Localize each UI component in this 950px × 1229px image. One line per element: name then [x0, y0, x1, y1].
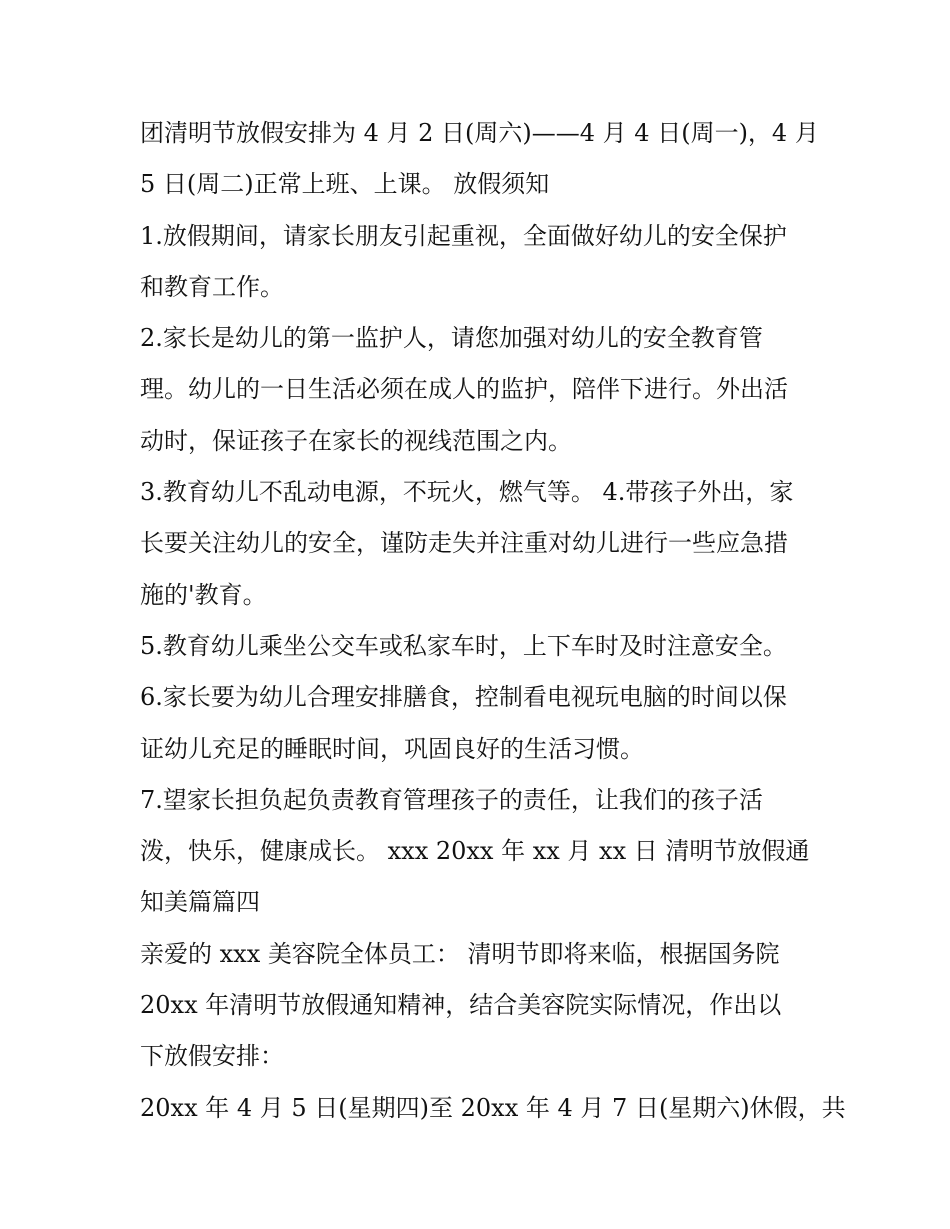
text-line: 证幼儿充足的睡眠时间，巩固良好的生活习惯。: [140, 734, 644, 763]
text-line: 动时，保证孩子在家长的视线范围之内。: [140, 426, 572, 455]
text-line: 1.放假期间，请家长朋友引起重视，全面做好幼儿的安全保护: [140, 221, 787, 250]
text-line: 6.家长要为幼儿合理安排膳食，控制看电视玩电脑的时间以保: [140, 683, 787, 712]
text-line: 5.教育幼儿乘坐公交车或私家车时，上下车时及时注意安全。: [140, 631, 787, 660]
text-line: 7.望家长担负起负责教育管理孩子的责任，让我们的孩子活: [140, 785, 763, 814]
text-line: 理。幼儿的一日生活必须在成人的监护，陪伴下进行。外出活: [140, 375, 788, 404]
text-line: 20xx 年清明节放假通知精神，结合美容院实际情况，作出以: [140, 991, 782, 1020]
text-line: 泼，快乐，健康成长。 xxx 20xx 年 xx 月 xx 日 清明节放假通: [140, 837, 810, 866]
text-line: 5 日(周二)正常上班、上课。 放假须知: [140, 170, 550, 199]
text-line: 施的'教育。: [140, 580, 267, 609]
text-line: 亲爱的 xxx 美容院全体员工： 清明节即将来临，根据国务院: [140, 939, 780, 968]
text-line: 2.家长是幼儿的第一监护人，请您加强对幼儿的安全教育管: [140, 324, 763, 353]
text-line: 和教育工作。: [140, 272, 284, 301]
text-line: 3.教育幼儿不乱动电源，不玩火，燃气等。 4.带孩子外出，家: [140, 478, 794, 507]
text-line: 长要关注幼儿的安全，谨防走失并注重对幼儿进行一些应急措: [140, 529, 788, 558]
text-line: 团清明节放假安排为 4 月 2 日(周六)——4 月 4 日(周一)，4 月: [140, 119, 819, 147]
document-body: [140, 108, 846, 1134]
text-line: 知美篇篇四: [140, 888, 260, 917]
text-line: 下放假安排：: [140, 1042, 284, 1071]
text-line: 20xx 年 4 月 5 日(星期四)至 20xx 年 4 月 7 日(星期六)休假，共: [140, 1093, 846, 1122]
